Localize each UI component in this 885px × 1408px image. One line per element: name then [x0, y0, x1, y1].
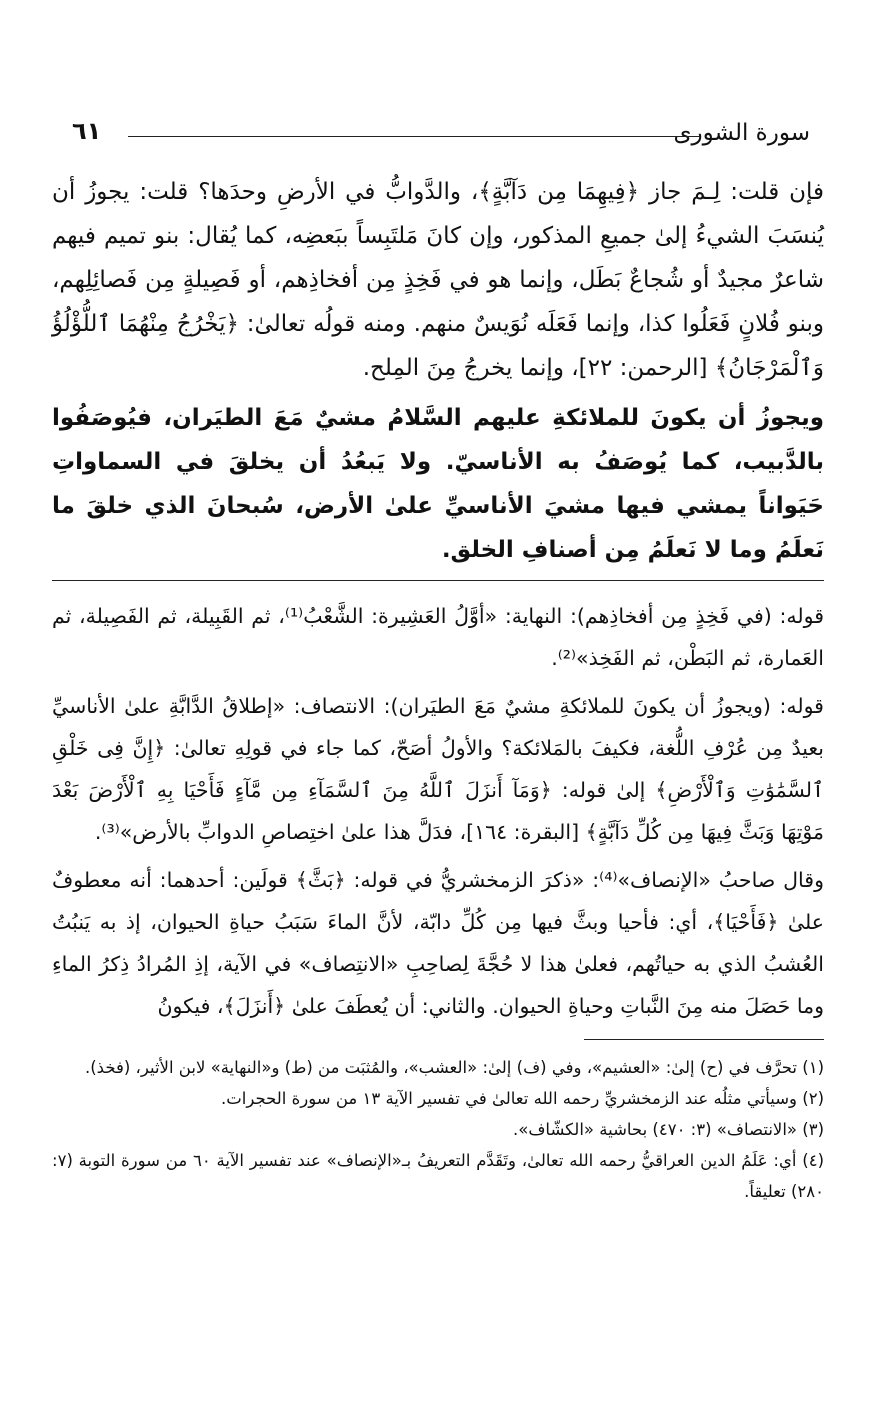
page-number: ٦١	[72, 117, 102, 145]
footnote-1: (١) تحرَّف في (ح) إلىٰ: «العشيم»، وفي (ف) إلىٰ: «العشب»، والمُثبَت من (ط) و«النهاية» لابن الأثير، (فخذ).	[84, 1058, 824, 1077]
footnotes	[52, 1052, 824, 1207]
surah-title: سورة الشورى	[673, 120, 810, 146]
running-header	[52, 100, 824, 148]
main-text	[52, 170, 824, 572]
footnote-2: (٢) وسيأتي مثلُه عند الزمخشريِّ رحمه الله تعالىٰ في تفسير الآية ١٣ من سورة الحجرات.	[220, 1089, 824, 1108]
commentary-divider	[52, 580, 824, 581]
footnote-3: (٣) «الانتصاف» (٣: ٤٧٠) بحاشية «الكشّاف».	[512, 1120, 824, 1139]
footnote-4: (٤) أي: عَلَمُ الدين العراقيُّ رحمه الله تعالىٰ، وتَقَدَّم التعريفُ بـ«الإنصاف» عند تفسير الآية ٦٠ من سورة التوبة (٧: ٢٨٠) تعليقاً.	[52, 1151, 824, 1201]
main-paragraph-1: فإن قلت: لِـمَ جاز ﴿فِيهِمَا مِن دَآبَّةٍ﴾، والدَّوابُّ في الأرضِ وحدَها؟ قلت: يجوزُ أن يُنسَبَ الشيءُ إلىٰ جميعِ المذكور، وإن كانَ مَلتَبِساً ببَعضِه، كما يُقال: بنو تميم فيهم شاعرٌ مجيدٌ أو شُجاعٌ بَطَل، وإنما هو في فَخِذٍ مِن أفخاذِهم، أو فَصِيلةٍ مِن فَصائِلِهم، وبنو فُلانٍ فَعَلُوا كذا، وإنما فَعَلَه نُوَيسٌ منهم. ومنه قولُه تعالىٰ: ﴿يَخْرُجُ مِنْهُمَا ٱللُّؤْلُؤُ وَٱلْمَرْجَانُ﴾ [الرحمن: ٢٢]، وإنما يخرجُ مِنَ المِلح.	[52, 179, 824, 381]
book-page	[52, 100, 824, 1207]
main-paragraph-2: ويجوزُ أن يكونَ للملائكةِ عليهم السَّلامُ مشيٌ مَعَ الطيَران، فيُوصَفُوا بالدَّبيب، كما يُوصَفُ به الأناسيّ. ولا يَبعُدُ أن يخلقَ في السماواتِ حَيَواناً يمشي فيها مشيَ الأناسيِّ علىٰ الأرض، سُبحانَ الذي خلقَ ما نَعلَمُ وما لا نَعلَمُ مِن أصنافِ الخلق.	[52, 405, 824, 563]
commentary-paragraph-1: قوله: (في فَخِذٍ مِن أفخاذِهم): النهاية: «أوَّلُ العَشِيرة: الشَّعْبُ⁽¹⁾، ثم القَبِيلة، ثم الفَصِيلة، ثم العَمارة، ثم البَطْن، ثم الفَخِذ»⁽²⁾.	[52, 604, 824, 670]
header-rule	[128, 136, 700, 137]
footnotes-divider	[584, 1039, 824, 1040]
commentary-paragraph-2: قوله: (ويجوزُ أن يكونَ للملائكةِ مشيٌ مَعَ الطيَران): الانتصاف: «إطلاقُ الدَّابَّةِ علىٰ الأناسيِّ بعيدٌ مِن عُرْفِ اللُّغة، فكيفَ بالمَلائكة؟ والأولُ أصَحّ، كما جاء في قولِهِ تعالىٰ: ﴿إِنَّ فِى خَلْقِ ٱلسَّمَٰوَٰتِ وَٱلْأَرْضِ﴾ إلىٰ قوله: ﴿وَمَآ أَنزَلَ ٱللَّهُ مِنَ ٱلسَّمَآءِ مِن مَّآءٍ فَأَحْيَا بِهِ ٱلْأَرْضَ بَعْدَ مَوْتِهَا وَبَثَّ فِيهَا مِن كُلِّ دَآبَّةٍ﴾ [البقرة: ١٦٤]، فدَلَّ هذا علىٰ اختِصاصِ الدوابِّ بالأرض»⁽³⁾.	[52, 694, 824, 844]
commentary	[52, 595, 824, 1027]
commentary-paragraph-3: وقال صاحبُ «الإنصاف»⁽⁴⁾: «ذكرَ الزمخشريُّ في قوله: ﴿بَثَّ﴾ قولَين: أحدهما: أنه معطوفٌ علىٰ ﴿فَأَحْيَا﴾، أي: فأحيا وبثَّ فيها مِن كُلِّ دابّة، لأنَّ الماءَ سَبَبُ حياةِ الحيوان، إذ به يَنبُتُ العُشبُ الذي به حياتُهم، فعلىٰ هذا لا حُجَّةَ لِصاحِبِ «الانتِصاف» في الآية، إذِ المُرادُ ذِكرُ الماءِ وما حَصَلَ منه مِنَ النَّباتِ وحياةِ الحيوان. والثاني: أن يُعطَفَ علىٰ ﴿أَنزَلَ﴾، فيكونُ	[52, 868, 824, 1018]
